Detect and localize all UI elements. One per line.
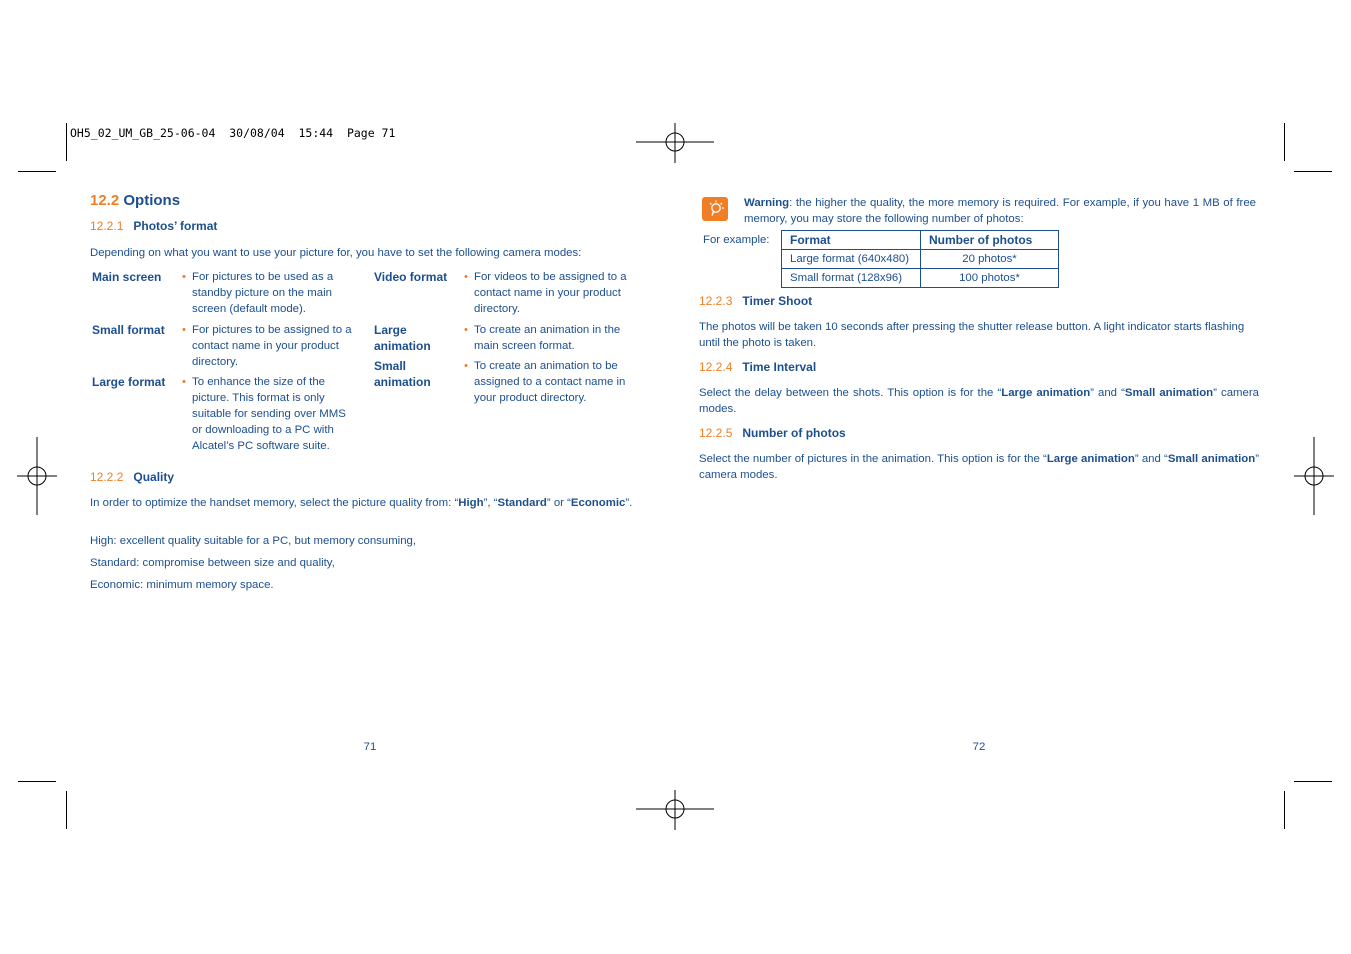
subsection-heading: [699, 360, 816, 374]
quality-line: Standard: compromise between size and quality,: [90, 557, 335, 569]
page-number: 72: [972, 741, 986, 753]
interval-paragraph: Select the delay between the shots. This option is for the “Large animation” and “Small animation” camera modes.: [699, 387, 1259, 415]
subsection-number: 12.2.1: [90, 219, 124, 233]
subsection-title: Number of photos: [742, 426, 846, 440]
mode-term: Large animation: [374, 323, 431, 353]
table-row: [782, 250, 1059, 269]
quality-paragraph: In order to optimize the handset memory, select the picture quality from: “High”, “Standard” or “Economic”.: [90, 497, 633, 509]
mode-term: Small animation: [374, 359, 431, 389]
mode-term: Video format: [374, 270, 448, 284]
crop-mark: [1294, 171, 1332, 172]
mode-description: • To create an animation in the main screen format.: [464, 324, 621, 352]
mode-description: • To enhance the size of the picture. This format is only suitable for sending over MMS or downloading to a PC with Alcatel’s PC software suite.: [182, 376, 346, 452]
crop-mark: [18, 171, 56, 172]
section-heading: [90, 192, 180, 209]
subsection-heading: [699, 294, 812, 308]
table-header: Number of photos: [921, 231, 1059, 250]
mode-term: Small format: [92, 323, 165, 337]
warning-label: Warning: [744, 197, 790, 209]
crop-mark: [1284, 123, 1285, 161]
page-number: 71: [363, 741, 377, 753]
registration-mark: [1294, 437, 1334, 515]
table-cell: Small format (128x96): [782, 269, 921, 288]
photos-table: [781, 230, 1059, 288]
subsection-number: 12.2.3: [699, 294, 733, 308]
subsection-number: 12.2.2: [90, 470, 124, 484]
intro-paragraph: Depending on what you want to use your picture for, you have to set the following camera modes:: [90, 247, 582, 259]
print-slug: OH5_02_UM_GB_25-06-04 30/08/04 15:44 Page 71: [70, 126, 396, 140]
crop-mark: [1284, 791, 1285, 829]
subsection-heading: [90, 219, 217, 233]
mode-term: Main screen: [92, 270, 162, 284]
registration-mark: [17, 437, 57, 515]
crop-mark: [18, 781, 56, 782]
registration-mark: [636, 123, 714, 163]
number-paragraph: Select the number of pictures in the animation. This option is for the “Large animation” and “Small animation” camera modes.: [699, 453, 1260, 481]
section-title: Options: [123, 192, 181, 209]
registration-mark: [636, 790, 714, 830]
mode-description: • For videos to be assigned to a contact name in your product directory.: [464, 271, 627, 315]
table-header: Format: [782, 231, 921, 250]
crop-mark: [66, 123, 67, 161]
section-number: 12.2: [90, 192, 120, 209]
subsection-title: Timer Shoot: [742, 294, 813, 308]
table-row: [782, 269, 1059, 288]
mode-description: • For pictures to be used as a standby picture on the main screen (default mode).: [182, 271, 334, 315]
crop-mark: [66, 791, 67, 829]
subsection-heading: [699, 426, 846, 440]
mode-description: • To create an animation to be assigned to a contact name in your product directory.: [464, 360, 626, 404]
timer-paragraph: The photos will be taken 10 seconds after pressing the shutter release button. A light indicator starts flashing until the photo is taken.: [699, 321, 1245, 349]
warning-text: Warning: the higher the quality, the more memory is required. For example, if you have 1 MB of free memory, you may store the following number of photos:: [744, 197, 1256, 225]
subsection-title: Time Interval: [742, 360, 817, 374]
mode-term: Large format: [92, 375, 166, 389]
subsection-number: 12.2.4: [699, 360, 733, 374]
subsection-heading: [90, 470, 174, 484]
table-cell: Large format (640x480): [782, 250, 921, 269]
quality-line: Economic: minimum memory space.: [90, 579, 274, 591]
quality-line: High: excellent quality suitable for a PC, but memory consuming,: [90, 535, 417, 547]
subsection-number: 12.2.5: [699, 426, 733, 440]
lightbulb-icon: [702, 197, 728, 221]
table-header-row: [782, 231, 1059, 250]
mode-description: • For pictures to be assigned to a contact name in your product directory.: [182, 324, 352, 368]
quality-economic: Economic: [570, 497, 626, 509]
quality-high: High: [458, 497, 484, 509]
subsection-title: Photos’ format: [133, 219, 218, 233]
crop-mark: [1294, 781, 1332, 782]
table-cell: 100 photos*: [921, 269, 1059, 288]
example-label: For example:: [703, 234, 770, 246]
subsection-title: Quality: [133, 470, 175, 484]
table-cell: 20 photos*: [921, 250, 1059, 269]
quality-standard: Standard: [497, 497, 547, 509]
